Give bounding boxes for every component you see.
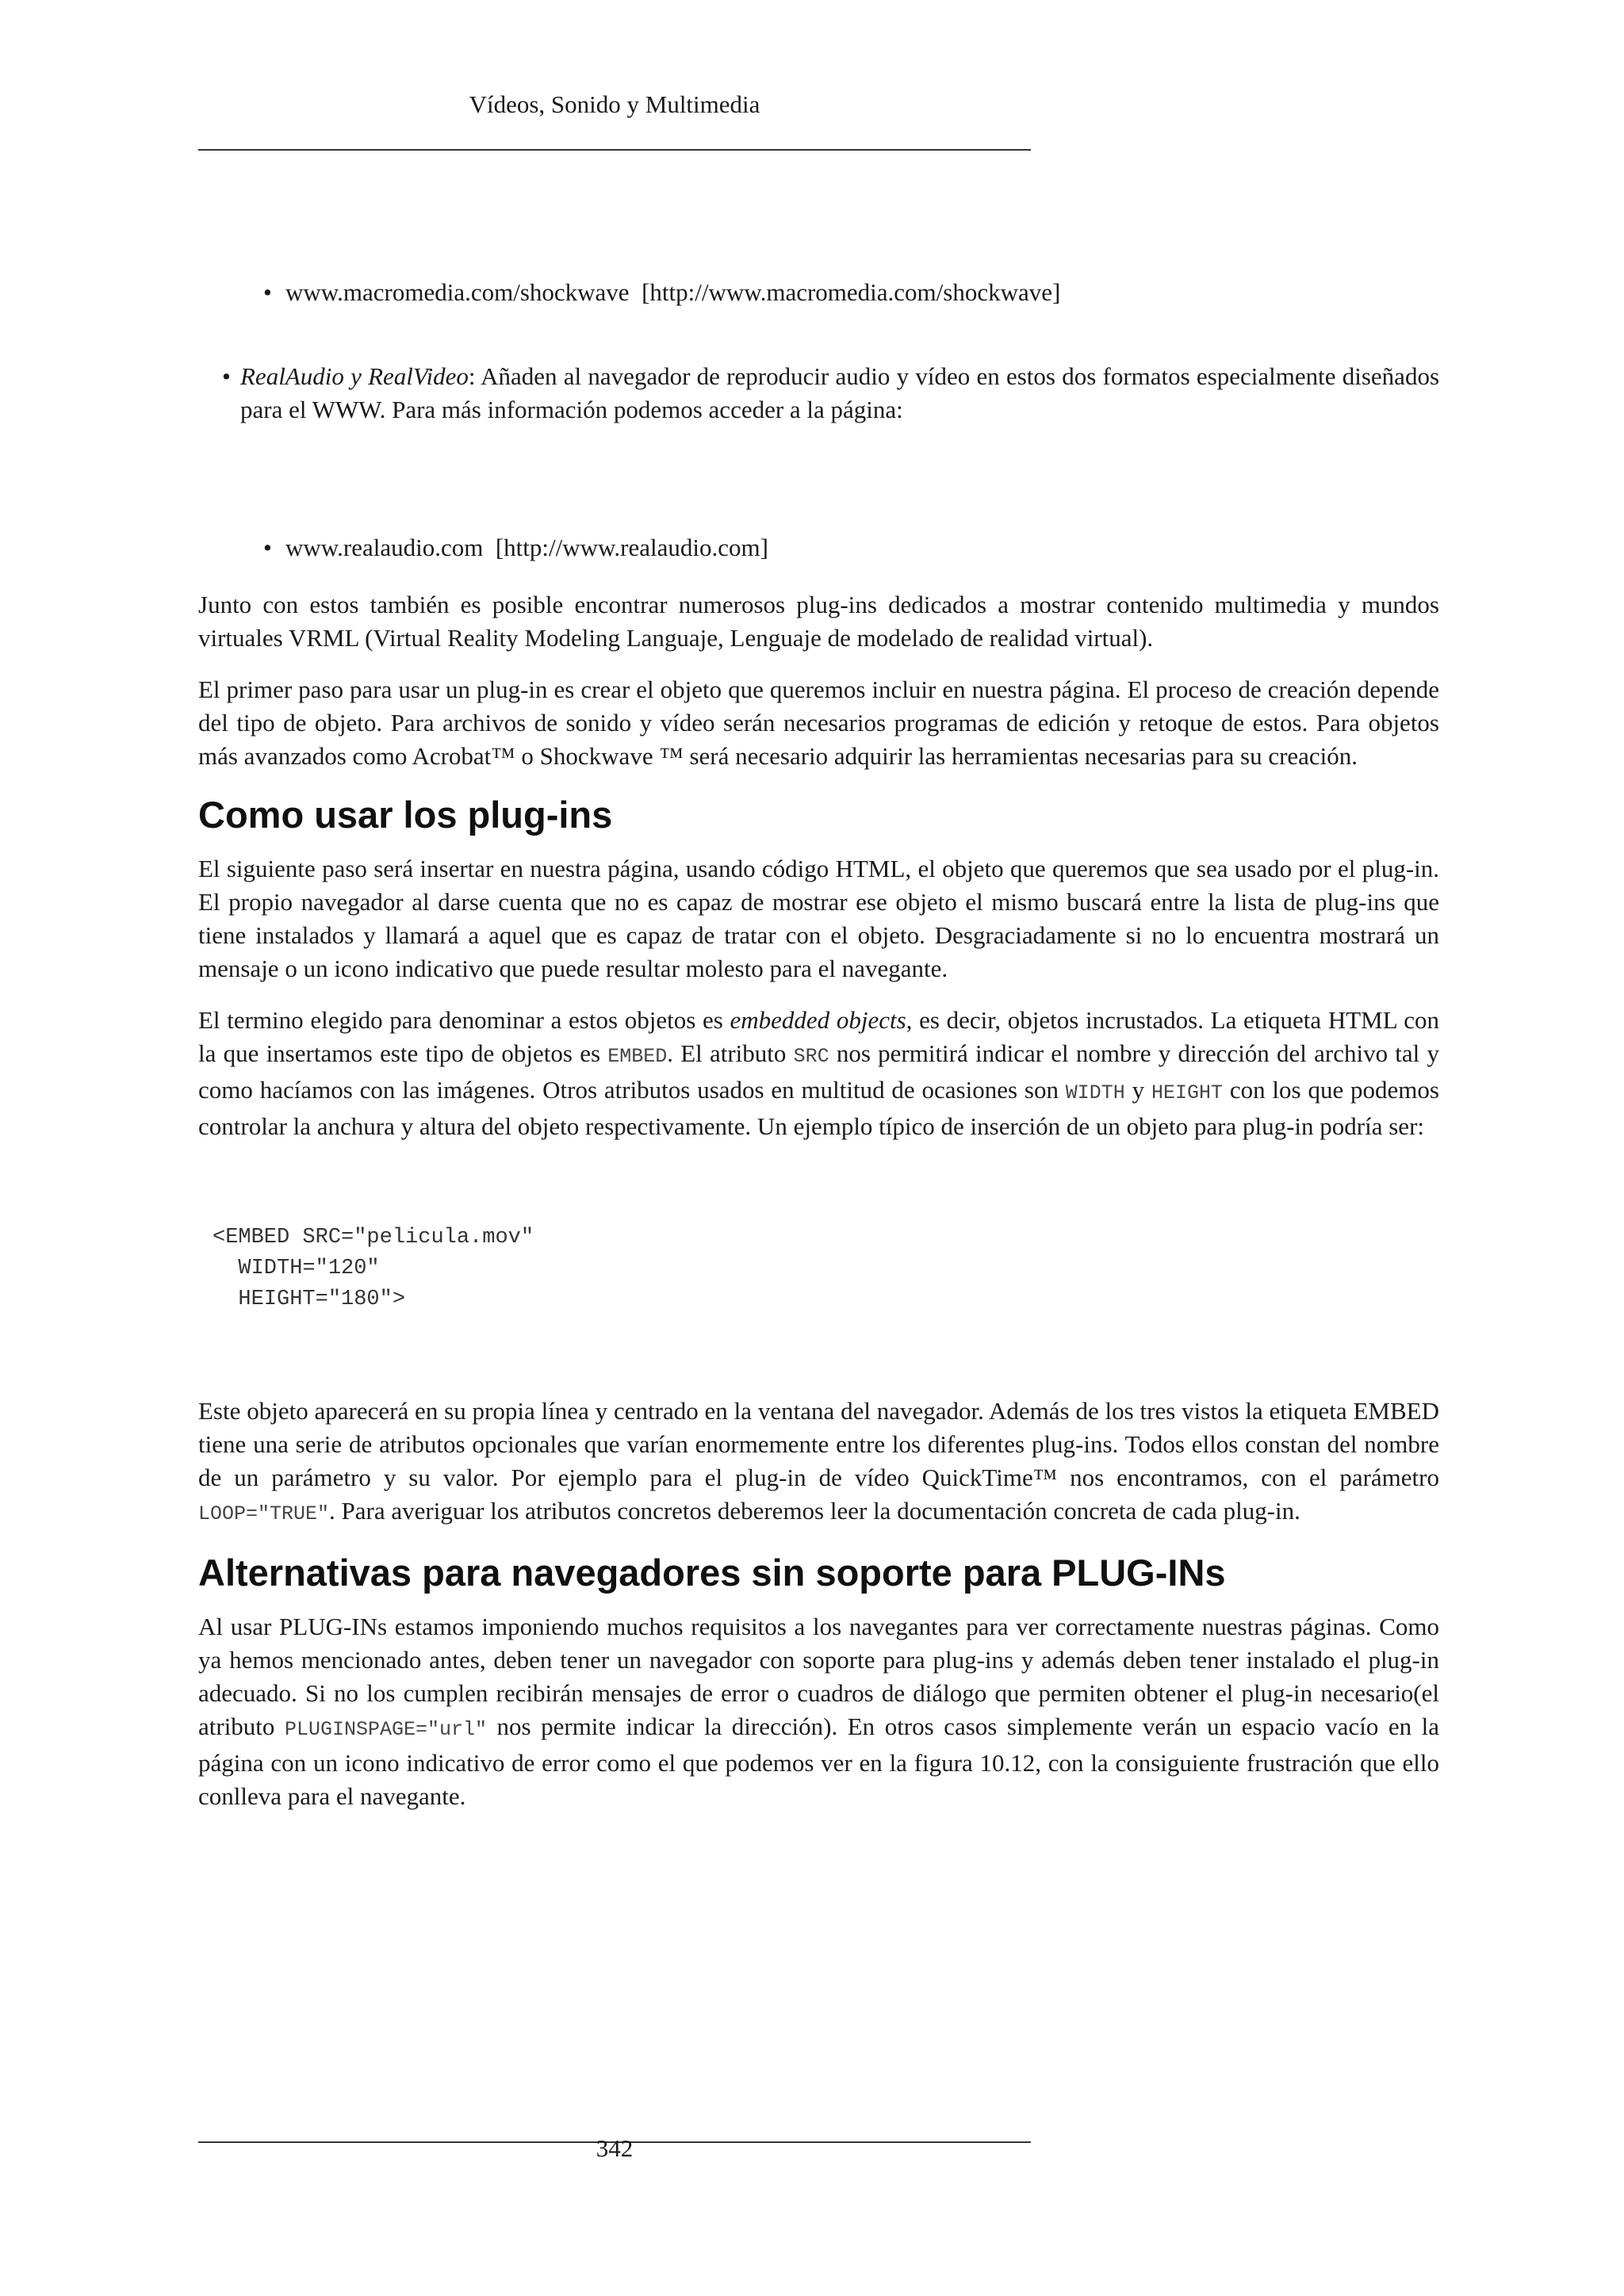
realaudio-term: RealAudio y RealVideo	[240, 362, 469, 390]
page-number: 342	[596, 2134, 634, 2162]
page-content	[198, 276, 1439, 1813]
code-height: HEIGHT	[1151, 1081, 1223, 1104]
running-header: Vídeos, Sonido y Multimedia	[469, 90, 760, 118]
bullet-icon: •	[263, 534, 272, 561]
paragraph-objeto-aparecera: Este objeto aparecerá en su propia línea y centrado en la ventana del navegador. Además de los tres vistos la etiqueta EMBED tiene una serie de atributos opcionales que varían enormemente entre los diferentes plug-ins. Todos ellos constan del nombre de un parámetro y su valor. Por ejemplo para el plug-in de vídeo QuickTime™ nos encontramos, con el parámetro LOOP="TRUE". Para averiguar los atributos concretos deberemos leer la documentación concreta de cada plug-in.	[198, 1397, 1439, 1525]
realaudio-text: : Añaden al navegador de reproducir audio y vídeo en estos dos formatos especialmente diseñados para el WWW. Para más información podemos acceder a la página:	[240, 362, 1440, 423]
url-realaudio: [http://www.realaudio.com]	[495, 534, 768, 561]
code-loop: LOOP="TRUE"	[198, 1502, 330, 1525]
paragraph-al-usar-plugins: Al usar PLUG-INs estamos imponiendo muchos requisitos a los navegantes para ver correctamente nuestras páginas. Como ya hemos mencionado antes, deben tener un navegador con soporte para plug-ins y además deben tener instalado el plug-in adecuado. Si no los cumplen recibirán mensajes de error o cuadros de diálogo que permiten obtener el plug-in necesario(el atributo PLUGINSPAGE="url" nos permite indicar la dirección). En otros casos simplemente verán un espacio vacío en la página con un icono indicativo de error como el que podemos ver en la figura 10.12, con la consiguiente frustración que ello conlleva para el navegante.	[198, 1613, 1439, 1810]
code-example: <EMBED SRC="pelicula.mov" WIDTH="120" HEIGHT="180">	[213, 1226, 534, 1311]
bullet-icon: •	[263, 278, 272, 306]
paragraph-embedded-objects: El termino elegido para denominar a estos objetos es embedded objects, es decir, objetos incrustados. La etiqueta HTML con la que insertamos este tipo de objetos es EMBED. El atributo SRC nos permitirá indicar el nombre y dirección del archivo tal y como hacíamos con las imágenes. Otros atributos usados en multitud de ocasiones son WIDTH y HEIGHT con los que podemos controlar la anchura y altura del objeto respectivamente. Un ejemplo típico de inserción de un objeto para plug-in podría ser:	[198, 1006, 1439, 1140]
link-macromedia[interactable]: www.macromedia.com/shockwave	[285, 278, 630, 306]
code-src: SRC	[793, 1045, 829, 1068]
list-item-realaudio-link	[198, 531, 1439, 564]
code-pluginspage: PLUGINSPAGE="url"	[284, 1718, 487, 1741]
paragraph-primer-paso: El primer paso para usar un plug-in es crear el objeto que queremos incluir en nuestra página. El proceso de creación depende del tipo de objeto. Para archivos de sonido y vídeo serán necesarios programas de edición y retoque de estos. Para objetos más avanzados como Acrobat™ o Shockwave ™ será necesario adquirir las herramientas necesarias para su creación.	[198, 675, 1439, 770]
heading-alternativas: Alternativas para navegadores sin soporte para PLUG-INs	[198, 1552, 1226, 1594]
header-rule	[198, 149, 1031, 151]
code-embed: EMBED	[607, 1045, 668, 1068]
list-item-realaudio	[198, 360, 1439, 427]
paragraph-siguiente-paso: El siguiente paso será insertar en nuestra página, usando código HTML, el objeto que queremos que sea usado por el plug-in. El propio navegador al darse cuenta que no es capaz de mostrar ese objeto el mismo buscará entre la lista de plug-ins que tiene instalados y llamará a aquel que es capaz de tratar con el objeto. Desgraciadamente si no lo encuentra mostrará un mensaje o un icono indicativo que puede resultar molesto para el navegante.	[198, 855, 1439, 982]
bullet-icon: •	[222, 362, 231, 390]
embedded-objects-term: embedded objects	[730, 1006, 906, 1034]
url-macromedia: [http://www.macromedia.com/shockwave]	[642, 278, 1061, 306]
code-width: WIDTH	[1065, 1081, 1125, 1104]
paragraph-plugins-vrml: Junto con estos también es posible encontrar numerosos plug-ins dedicados a mostrar contenido multimedia y mundos virtuales VRML (Virtual Reality Modeling Languaje, Lenguaje de modelado de realidad virtual).	[198, 591, 1439, 652]
heading-como-usar: Como usar los plug-ins	[198, 794, 613, 836]
link-realaudio[interactable]: www.realaudio.com	[285, 534, 484, 561]
list-item-macromedia	[198, 276, 1439, 309]
